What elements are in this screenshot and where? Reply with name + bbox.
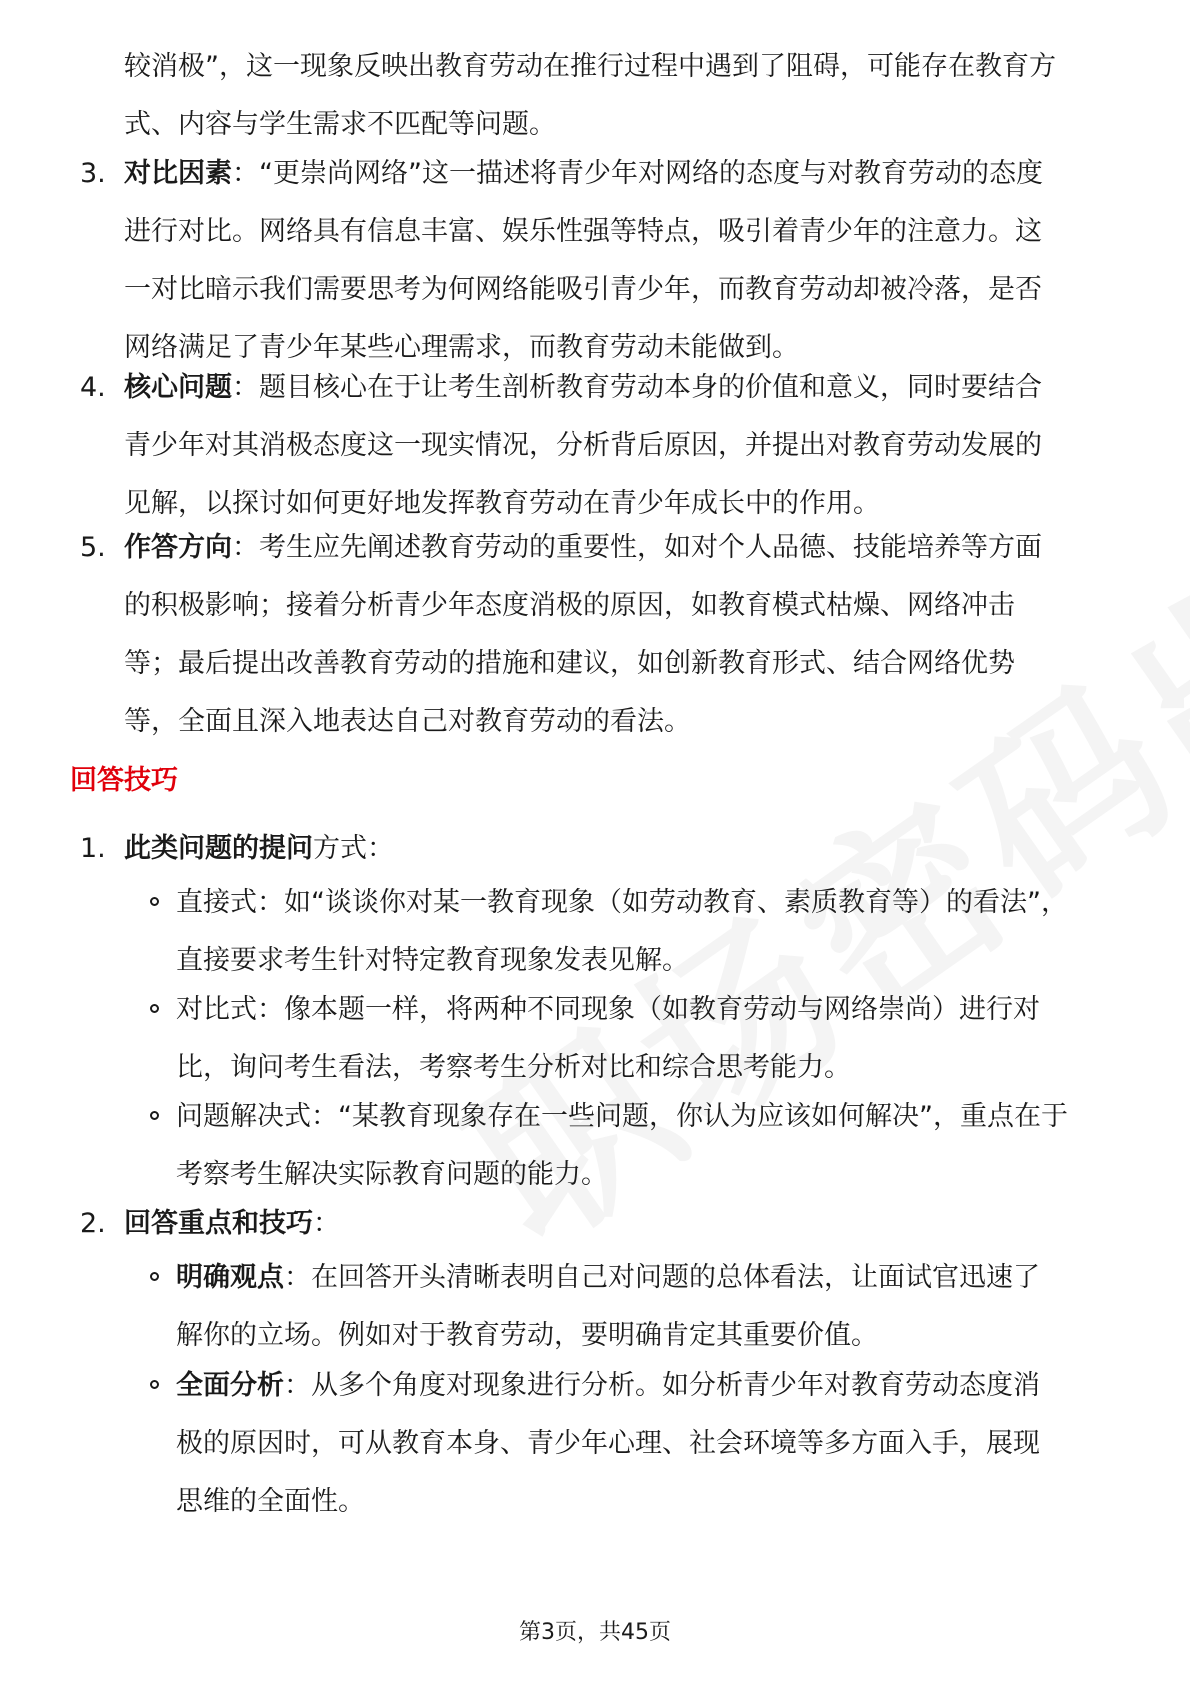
- circle-bullet-icon: [150, 1380, 159, 1389]
- list-item-answer-direction: [80, 519, 1124, 751]
- text-line: 解你的立场。例如对于教育劳动，要明确肯定其重要价值。: [176, 1320, 878, 1351]
- item-heading: 此类问题的提问: [124, 833, 313, 864]
- text-line: 式、内容与学生需求不匹配等问题。: [124, 109, 556, 140]
- text-line: ：“更崇尚网络”这一描述将青少年对网络的态度与对教育劳动的态度: [232, 158, 1043, 189]
- item-heading-rest: 方式：: [313, 833, 394, 864]
- text-line: 一对比暗示我们需要思考为何网络能吸引青少年，而教育劳动却被冷落，是否: [124, 274, 1042, 305]
- sub-item-clear-viewpoint: [176, 1249, 1132, 1365]
- text-line: 对比式：像本题一样，将两种不同现象（如教育劳动与网络崇尚）进行对: [176, 994, 1040, 1025]
- text-line: 见解，以探讨如何更好地发挥教育劳动在青少年成长中的作用。: [124, 488, 880, 519]
- text-line: 网络满足了青少年某些心理需求，而教育劳动未能做到。: [124, 332, 799, 363]
- item-label: 对比因素: [124, 158, 232, 189]
- list-item-core-question: [80, 359, 1124, 533]
- intro-paragraph: [124, 38, 1124, 154]
- text-line: 思维的全面性。: [176, 1486, 365, 1517]
- text-line: 较消极”，这一现象反映出教育劳动在推行过程中遇到了阻碍，可能存在教育方: [124, 51, 1056, 82]
- list-item-contrast-factor: [80, 145, 1124, 377]
- list-number: 1.: [80, 833, 106, 864]
- text-line: ：题目核心在于让考生剖析教育劳动本身的价值和意义，同时要结合: [232, 372, 1042, 403]
- text-line: 进行对比。网络具有信息丰富、娱乐性强等特点，吸引着青少年的注意力。这: [124, 216, 1042, 247]
- tips-item-answer-keys: [80, 1195, 1124, 1253]
- item-label: 核心问题: [124, 372, 232, 403]
- text-line: 考察考生解决实际教育问题的能力。: [176, 1159, 608, 1190]
- page-footer: 第3页，共45页: [519, 1620, 671, 1645]
- circle-bullet-icon: [150, 1272, 159, 1281]
- text-line: 问题解决式：“某教育现象存在一些问题，你认为应该如何解决”，重点在于: [176, 1101, 1068, 1132]
- text-line: 直接要求考生针对特定教育现象发表见解。: [176, 945, 689, 976]
- text-line: 比，询问考生看法，考察考生分析对比和综合思考能力。: [176, 1052, 851, 1083]
- sub-item-problem-solving: [176, 1088, 1132, 1204]
- text-line: 直接式：如“谈谈你对某一教育现象（如劳动教育、素质教育等）的看法”，: [176, 887, 1068, 918]
- circle-bullet-icon: [150, 897, 159, 906]
- text-line: 的积极影响；接着分析青少年态度消极的原因，如教育模式枯燥、网络冲击: [124, 590, 1015, 621]
- sub-item-direct: [176, 874, 1132, 990]
- item-label: 作答方向: [124, 532, 232, 563]
- text-line: 极的原因时，可从教育本身、青少年心理、社会环境等多方面入手，展现: [176, 1428, 1040, 1459]
- tips-item-question-style: [80, 820, 1124, 878]
- list-number: 5.: [80, 532, 106, 563]
- list-number: 2.: [80, 1208, 106, 1239]
- circle-bullet-icon: [150, 1004, 159, 1013]
- text-line: ：考生应先阐述教育劳动的重要性，如对个人品德、技能培养等方面: [232, 532, 1042, 563]
- sub-item-comprehensive-analysis: [176, 1357, 1132, 1531]
- text-line: ：从多个角度对现象进行分析。如分析青少年对教育劳动态度消: [284, 1370, 1040, 1401]
- text-line: 等，全面且深入地表达自己对教育劳动的看法。: [124, 706, 691, 737]
- text-line: 等；最后提出改善教育劳动的措施和建议，如创新教育形式、结合网络优势: [124, 648, 1015, 679]
- circle-bullet-icon: [150, 1111, 159, 1120]
- list-number: 3.: [80, 158, 106, 189]
- list-number: 4.: [80, 372, 106, 403]
- sub-label: 全面分析: [176, 1370, 284, 1401]
- item-heading: 回答重点和技巧: [124, 1208, 313, 1239]
- text-line: 青少年对其消极态度这一现实情况，分析背后原因，并提出对教育劳动发展的: [124, 430, 1042, 461]
- sub-item-contrast: [176, 981, 1132, 1097]
- sub-label: 明确观点: [176, 1262, 284, 1293]
- section-title: 回答技巧: [70, 765, 178, 796]
- text-line: ：在回答开头清晰表明自己对问题的总体看法，让面试官迅速了: [284, 1262, 1040, 1293]
- item-heading-rest: ：: [313, 1208, 340, 1239]
